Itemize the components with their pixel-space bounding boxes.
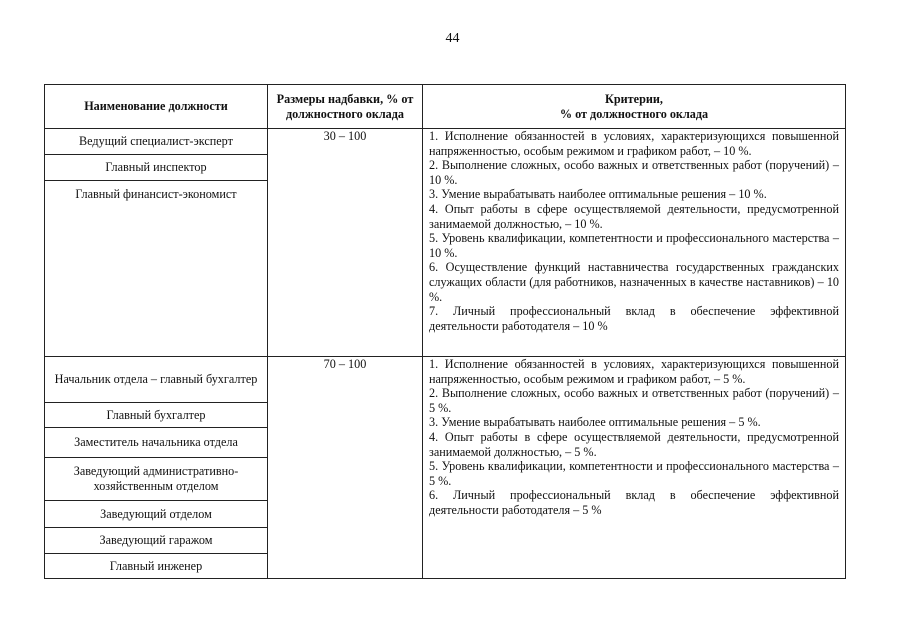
position-name: Начальник отдела – главный бухгалтер [45,357,268,403]
table-row [45,357,846,403]
position-name: Главный инженер [45,554,268,579]
criterion: 4. Опыт работы в сфере осуществляемой деятельности, предусмотренной занимаемой должностью, – 10 %. [429,201,839,231]
criterion: 3. Умение вырабатывать наиболее оптимальные решения – 10 %. [429,187,767,202]
position-name: Главный бухгалтер [45,403,268,428]
table-row [45,129,846,155]
position-name: Заведующий отделом [45,501,268,528]
position-name: Заместитель начальника отдела [45,428,268,458]
criterion: 7. Личный профессиональный вклад в обеспечение эффективной деятельности работодателя – 10 % [429,304,839,333]
allowance-size: 70 – 100 [268,357,423,579]
criteria-cell [423,357,846,579]
header-position-name: Наименование должности [45,85,268,129]
position-name: Заведующий гаражом [45,528,268,554]
criterion: 5. Уровень квалификации, компетентности и профессионального мастерства – 10 %. [429,231,839,260]
criterion: 6. Личный профессиональный вклад в обеспечение эффективной деятельности работодателя – 5 % [429,488,839,517]
position-name: Главный инспектор [45,155,268,181]
position-name: Заведующий административно-хозяйственным отделом [45,458,268,501]
position-name: Ведущий специалист-эксперт [45,129,268,155]
header-criteria-subtitle: % от должностного оклада [559,106,709,121]
criterion: 4. Опыт работы в сфере осуществляемой деятельности, предусмотренной занимаемой должностью, – 5 %. [429,429,839,459]
allowance-table [44,84,846,579]
criterion: 1. Исполнение обязанностей в условиях, характеризующихся повышенной напряженностью, особым режимом и графиком работ, – 10 %. [429,129,839,158]
position-name: Главный финансист-экономист [45,181,268,357]
criterion: 6. Осуществление функций наставничества государственных гражданских служащих области (для работников, назначенных в качестве наставников) – 10 %. [429,260,839,304]
criteria-cell [423,129,846,357]
table-header-row [45,85,846,129]
allowance-size: 30 – 100 [268,129,423,357]
header-allowance-size: Размеры надбавки, % от должностного оклада [268,85,423,129]
header-criteria [423,85,846,129]
criterion: 3. Умение вырабатывать наиболее оптимальные решения – 5 %. [429,415,761,430]
criterion: 5. Уровень квалификации, компетентности и профессионального мастерства – 5 %. [429,459,839,488]
header-criteria-title: Критерии, [605,91,663,106]
criterion: 2. Выполнение сложных, особо важных и ответственных работ (поручений) – 5 %. [429,386,839,415]
page-number: 44 [445,31,460,46]
criterion: 2. Выполнение сложных, особо важных и ответственных работ (поручений) – 10 %. [429,158,839,187]
criterion: 1. Исполнение обязанностей в условиях, характеризующихся повышенной напряженностью, особым режимом и графиком работ, – 5 %. [429,357,839,386]
